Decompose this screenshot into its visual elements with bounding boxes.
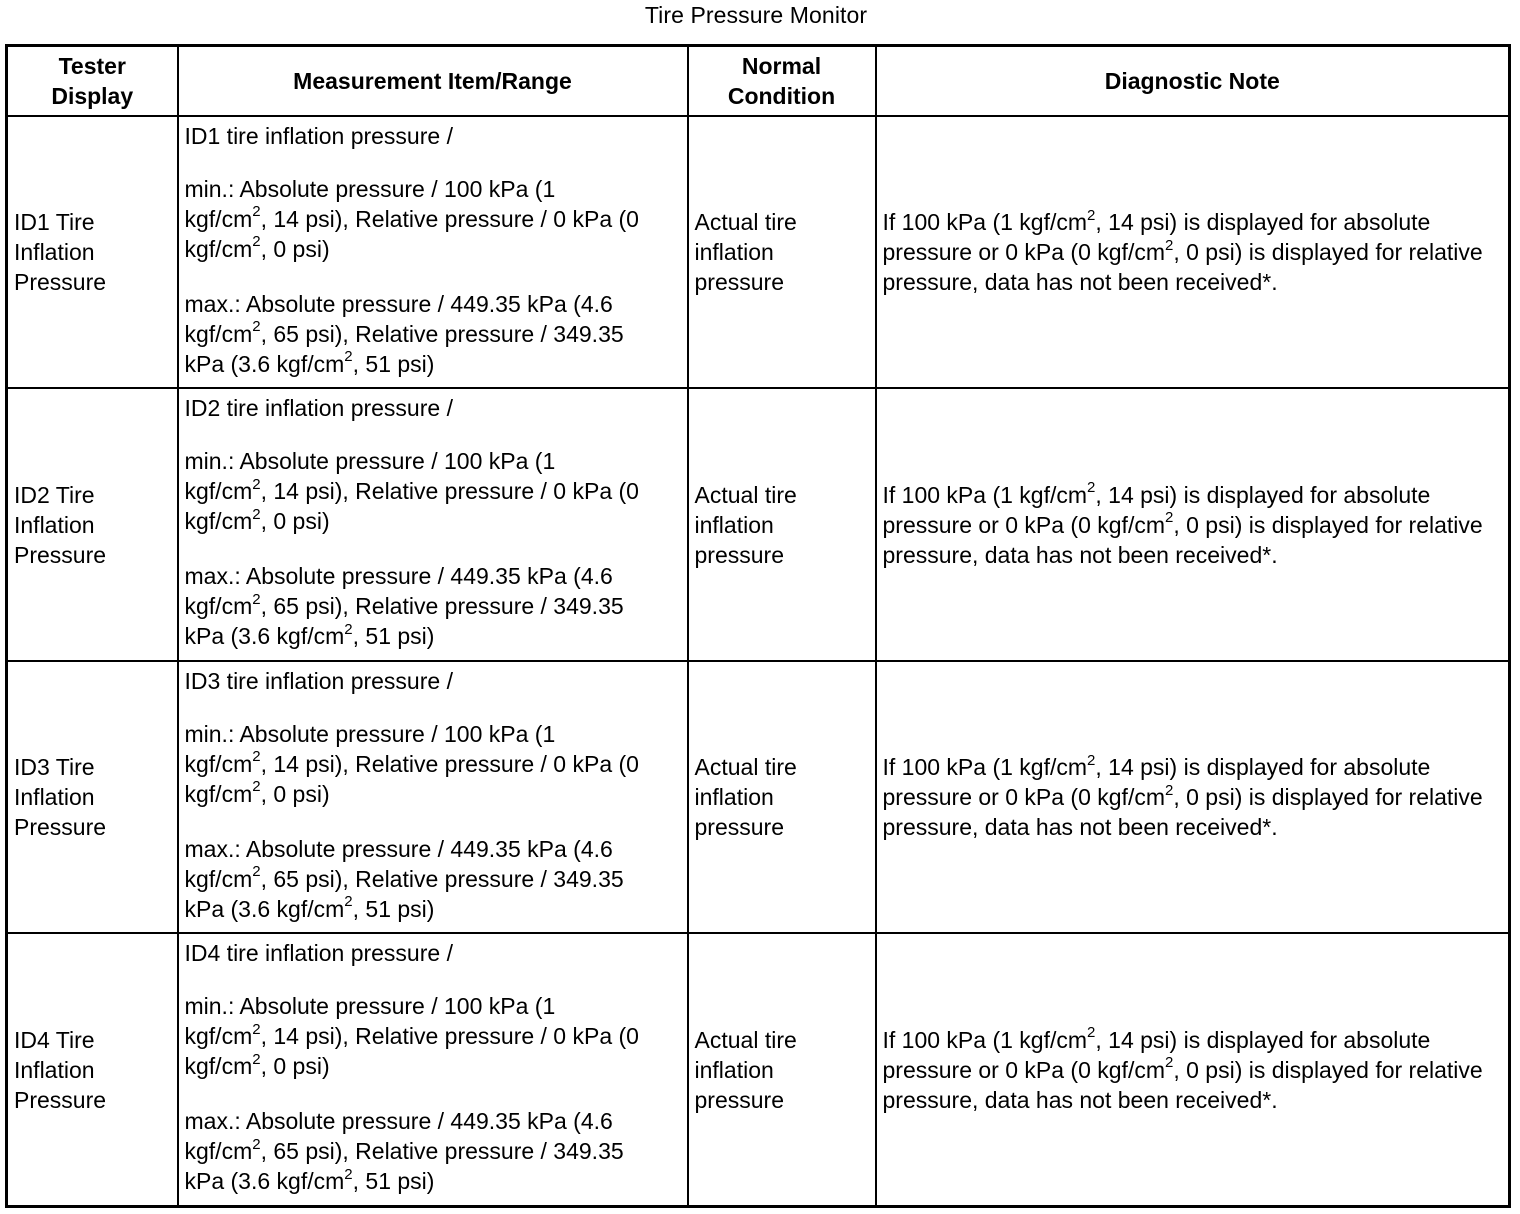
measurement-item-cell — [178, 933, 688, 1206]
normal-condition-cell — [688, 933, 876, 1206]
table-row — [7, 388, 1510, 660]
normal-condition-text: Actual tire inflation pressure — [694, 754, 797, 841]
item-label: ID1 tire inflation pressure / — [184, 123, 453, 149]
tester-display-text: ID4 Tire Inflation Pressure — [14, 1026, 107, 1113]
table-row — [7, 116, 1510, 388]
tester-display-text: ID1 Tire Inflation Pressure — [14, 209, 107, 296]
min-range: min.: Absolute pressure / 100 kPa (1 kgf/$cm^2$, 14 psi), Relative pressure / 0 kPa (0 kgf/$cm^2$, 0 psi) — [184, 448, 639, 535]
diagnostic-note-text: If 100 kPa (1 kgf/$cm^2$, 14 psi) is displayed for absolute pressure or 0 kPa (0 kgf/$cm^2$, 0 psi) is displayed for relative pressure, data has not been received*. — [882, 206, 1483, 296]
tester-display-cell — [7, 116, 178, 388]
table-row — [7, 661, 1510, 933]
max-range: max.: Absolute pressure / 449.35 kPa (4.6 kgf/$cm^2$, 65 psi), Relative pressure / 349.35 kPa (3.6 kgf/$cm^2$, 51 psi) — [184, 291, 624, 377]
diagnostic-note-text: If 100 kPa (1 kgf/$cm^2$, 14 psi) is displayed for absolute pressure or 0 kPa (0 kgf/$cm^2$, 0 psi) is displayed for relative pressure, data has not been received*. — [882, 751, 1483, 841]
min-range: min.: Absolute pressure / 100 kPa (1 kgf/$cm^2$, 14 psi), Relative pressure / 0 kPa (0 kgf/$cm^2$, 0 psi) — [184, 720, 639, 807]
min-range: min.: Absolute pressure / 100 kPa (1 kgf/$cm^2$, 14 psi), Relative pressure / 0 kPa (0 kgf/$cm^2$, 0 psi) — [184, 176, 639, 262]
header-row — [7, 46, 1510, 117]
measurement-item-cell — [178, 388, 688, 660]
item-label: ID4 tire inflation pressure / — [184, 940, 453, 967]
max-range: max.: Absolute pressure / 449.35 kPa (4.6 kgf/$cm^2$, 65 psi), Relative pressure / 349.35 kPa (3.6 kgf/$cm^2$, 51 psi) — [184, 835, 624, 922]
max-range: max.: Absolute pressure / 449.35 kPa (4.6 kgf/$cm^2$, 65 psi), Relative pressure / 349.35 kPa (3.6 kgf/$cm^2$, 51 psi) — [184, 1108, 624, 1195]
diagnostic-note-text: If 100 kPa (1 kgf/$cm^2$, 14 psi) is displayed for absolute pressure or 0 kPa (0 kgf/$cm^2$, 0 psi) is displayed for relative pressure, data has not been received*. — [882, 1024, 1483, 1113]
diagnostic-note-cell — [876, 661, 1510, 933]
header-diagnostic-note: Diagnostic Note — [876, 46, 1510, 117]
diagnostic-note-text: If 100 kPa (1 kgf/$cm^2$, 14 psi) is displayed for absolute pressure or 0 kPa (0 kgf/$cm^2$, 0 psi) is displayed for relative pressure, data has not been received*. — [882, 479, 1483, 568]
tester-display-cell — [7, 388, 178, 660]
header-tester-display: Tester Display — [7, 46, 178, 117]
page-title: Tire Pressure Monitor — [644, 2, 868, 28]
header-normal-condition: Normal Condition — [688, 46, 876, 117]
item-label: ID2 tire inflation pressure / — [184, 395, 453, 422]
measurement-item-cell — [178, 116, 688, 388]
max-range: max.: Absolute pressure / 449.35 kPa (4.6 kgf/$cm^2$, 65 psi), Relative pressure / 349.35 kPa (3.6 kgf/$cm^2$, 51 psi) — [184, 563, 624, 650]
tester-display-text: ID3 Tire Inflation Pressure — [14, 754, 107, 841]
normal-condition-cell — [688, 388, 876, 660]
normal-condition-cell — [688, 116, 876, 388]
measurement-item-cell — [178, 661, 688, 933]
table-body — [7, 116, 1510, 1207]
tester-display-cell — [7, 661, 178, 933]
min-range: min.: Absolute pressure / 100 kPa (1 kgf/$cm^2$, 14 psi), Relative pressure / 0 kPa (0 kgf/$cm^2$, 0 psi) — [184, 993, 639, 1080]
tire-pressure-table — [5, 44, 1511, 1208]
diagnostic-note-cell — [876, 388, 1510, 660]
table-row — [7, 933, 1510, 1206]
diagnostic-note-cell — [876, 933, 1510, 1206]
header-measurement-item: Measurement Item/Range — [178, 46, 688, 117]
tester-display-text: ID2 Tire Inflation Pressure — [14, 481, 107, 568]
diagnostic-note-cell — [876, 116, 1510, 388]
normal-condition-cell — [688, 661, 876, 933]
normal-condition-text: Actual tire inflation pressure — [694, 1026, 797, 1113]
item-label: ID3 tire inflation pressure / — [184, 667, 453, 694]
tester-display-cell — [7, 933, 178, 1206]
normal-condition-text: Actual tire inflation pressure — [694, 209, 797, 296]
normal-condition-text: Actual tire inflation pressure — [694, 481, 797, 568]
